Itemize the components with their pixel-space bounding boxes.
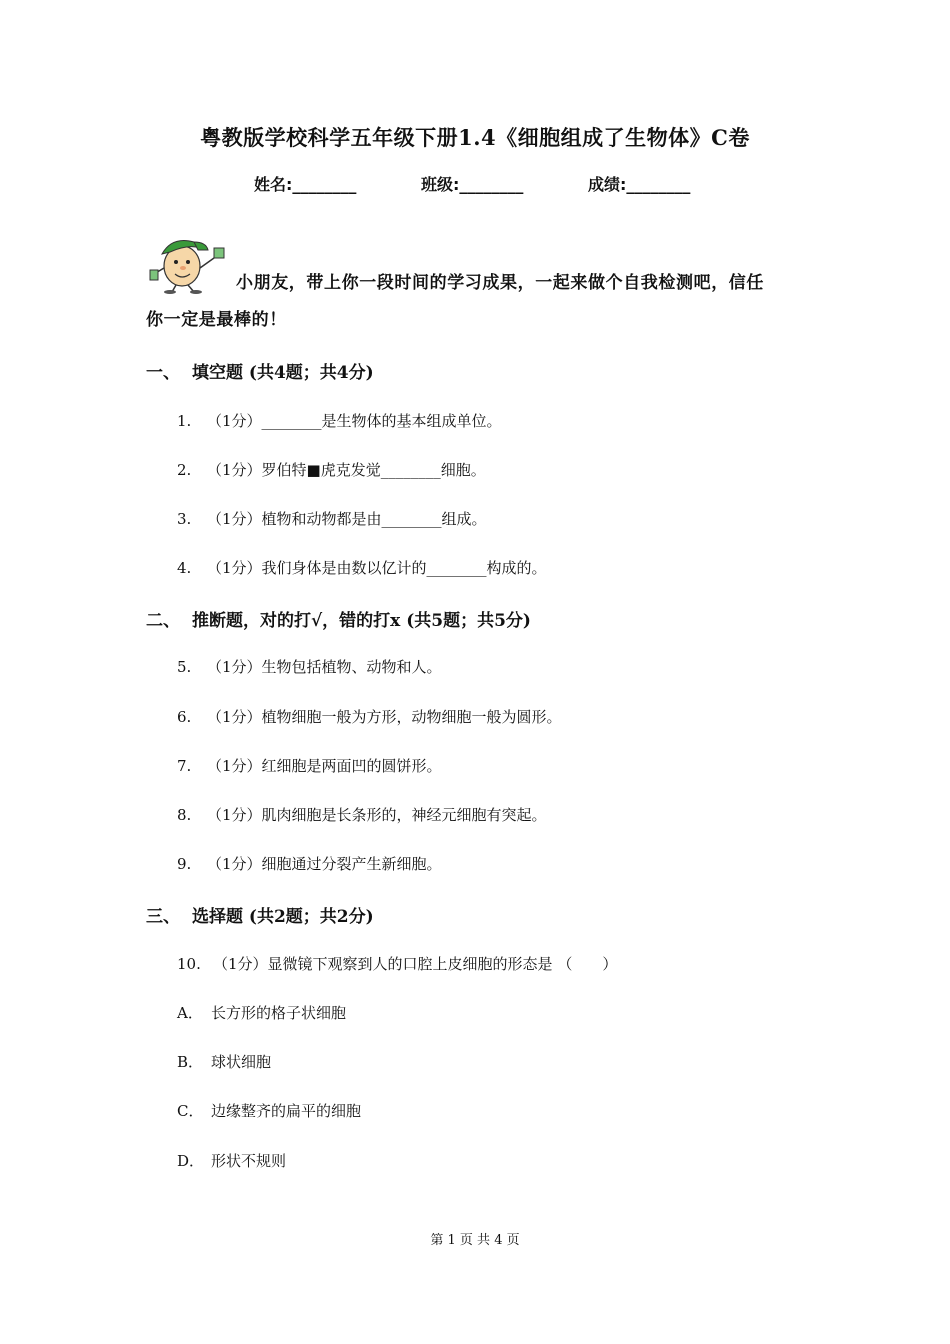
option-letter: B． bbox=[177, 1053, 204, 1071]
question-text: （1分）植物和动物都是由________组成。 bbox=[207, 510, 487, 528]
question-item bbox=[177, 755, 442, 776]
question-item bbox=[177, 953, 617, 974]
question-text: （1分）红细胞是两面凹的圆饼形。 bbox=[207, 757, 442, 775]
question-item bbox=[177, 410, 502, 431]
section-number: 一、 bbox=[146, 363, 180, 383]
option-letter: D． bbox=[177, 1152, 205, 1170]
question-number: 5. bbox=[177, 658, 192, 676]
cartoon-boy-icon bbox=[148, 228, 230, 294]
intro-line-1: 小朋友，带上你一段时间的学习成果，一起来做个自我检测吧，信任 bbox=[236, 273, 764, 293]
question-number: 4. bbox=[177, 559, 192, 577]
option-a bbox=[177, 1002, 346, 1023]
option-text: 形状不规则 bbox=[211, 1152, 287, 1170]
option-text: 边缘整齐的扁平的细胞 bbox=[211, 1102, 362, 1120]
question-number: 10. bbox=[177, 955, 201, 973]
option-d bbox=[177, 1150, 286, 1171]
name-field: 姓名:________ bbox=[254, 175, 357, 194]
score-field: 成绩:________ bbox=[588, 175, 691, 194]
section-number: 三、 bbox=[146, 907, 180, 927]
question-text: （1分）细胞通过分裂产生新细胞。 bbox=[207, 855, 442, 873]
question-number: 1. bbox=[177, 412, 192, 430]
question-text: （1分）显微镜下观察到人的口腔上皮细胞的形态是 （ ） bbox=[213, 955, 618, 973]
class-field: 班级:________ bbox=[421, 175, 524, 194]
question-item bbox=[177, 804, 547, 825]
option-letter: C． bbox=[177, 1102, 204, 1120]
page-footer: 第 1 页 共 4 页 bbox=[430, 1233, 520, 1248]
question-text: （1分）植物细胞一般为方形，动物细胞一般为圆形。 bbox=[207, 708, 562, 726]
question-text: （1分）肌肉细胞是长条形的，神经元细胞有突起。 bbox=[207, 806, 547, 824]
section-heading bbox=[146, 606, 531, 631]
question-text: （1分）罗伯特■虎克发觉________细胞。 bbox=[207, 461, 486, 479]
question-text: （1分）生物包括植物、动物和人。 bbox=[207, 658, 442, 676]
section-title: 推断题，对的打√，错的打x (共5题；共5分) bbox=[192, 611, 531, 631]
option-text: 球状细胞 bbox=[211, 1053, 272, 1071]
question-text: （1分）________是生物体的基本组成单位。 bbox=[207, 412, 502, 430]
section-heading bbox=[146, 358, 374, 383]
question-number: 7. bbox=[177, 757, 192, 775]
option-letter: A． bbox=[177, 1004, 203, 1022]
option-c bbox=[177, 1100, 361, 1121]
question-text: （1分）我们身体是由数以亿计的________构成的。 bbox=[207, 559, 547, 577]
page-title: 粤教版学校科学五年级下册1.4《细胞组成了生物体》C卷 bbox=[200, 125, 750, 150]
question-item bbox=[177, 656, 442, 677]
option-b bbox=[177, 1051, 271, 1072]
question-number: 9. bbox=[177, 855, 192, 873]
question-item bbox=[177, 853, 442, 874]
question-number: 3. bbox=[177, 510, 192, 528]
question-item bbox=[177, 508, 487, 529]
question-number: 8. bbox=[177, 806, 192, 824]
section-title: 选择题 (共2题；共2分) bbox=[192, 907, 374, 927]
question-number: 6. bbox=[177, 708, 192, 726]
intro-line-2: 你一定是最棒的！ bbox=[146, 310, 287, 330]
section-heading bbox=[146, 902, 374, 927]
section-number: 二、 bbox=[146, 611, 180, 631]
question-number: 2. bbox=[177, 461, 192, 479]
section-title: 填空题 (共4题；共4分) bbox=[192, 363, 374, 383]
question-item bbox=[177, 557, 547, 578]
question-item bbox=[177, 459, 486, 480]
option-text: 长方形的格子状细胞 bbox=[211, 1004, 347, 1022]
question-item bbox=[177, 706, 562, 727]
